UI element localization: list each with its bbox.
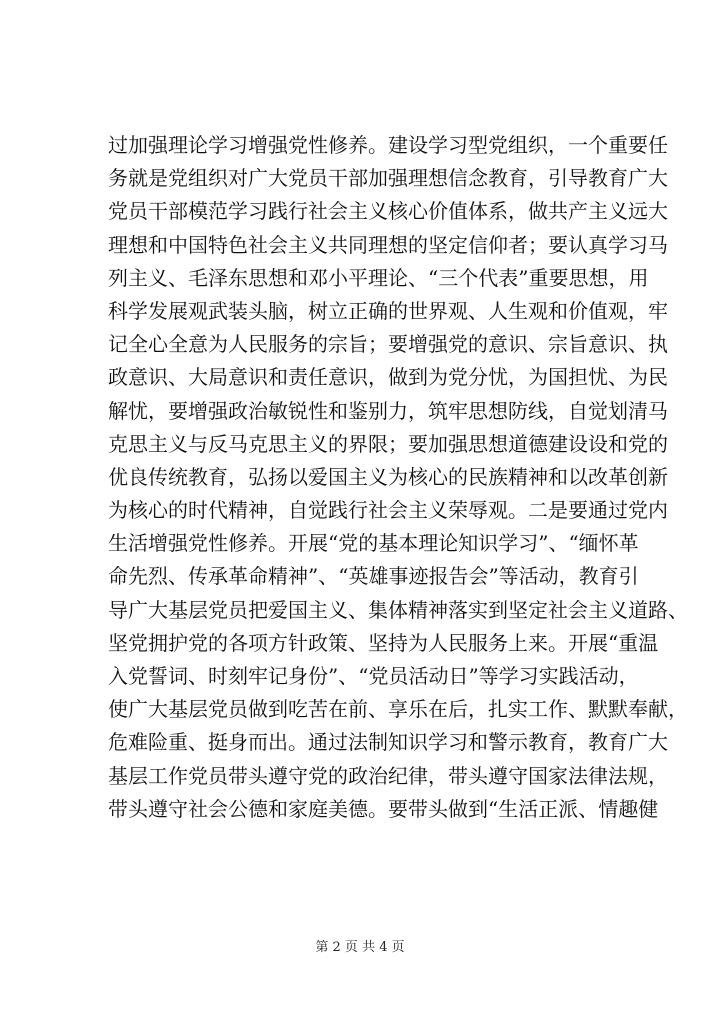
text-line-3: 党员干部模范学习践行社会主义核心价值体系，做共产主义远大 <box>108 199 668 224</box>
text-line-7: 记全心全意为人民服务的宗旨；要增强党的意识、宗旨意识、执 <box>108 332 668 357</box>
text-line-1: 过加强理论学习增强党性修养。建设学习型党组织，一个重要任 <box>108 133 668 157</box>
text-line-15: 导广大基层党员把爱国主义、集体精神落实到坚定社会主义道路、 <box>108 597 688 622</box>
text-line-14: 命先烈、传承革命精神”、“英雄事迹报告会”等活动，教育引 <box>108 564 639 589</box>
text-line-6: 科学发展观武装头脑，树立正确的世界观、人生观和价值观，牢 <box>108 298 668 323</box>
text-line-5: 列主义、毛泽东思想和邓小平理论、“三个代表”重要思想，用 <box>108 265 649 290</box>
text-line-21: 带头遵守社会公德和家庭美德。要带头做到“生活正派、情趣健 <box>108 796 659 821</box>
text-line-19: 危难险重、挺身而出。通过法制知识学习和警示教育，教育广大 <box>108 730 668 755</box>
text-line-17: 入党誓词、时刻牢记身份”、“党员活动日”等学习实践活动， <box>108 664 639 688</box>
page-number-footer: 第 2 页 共 4 页 <box>315 940 405 955</box>
body-text <box>108 129 688 826</box>
text-line-20: 基层工作党员带头遵守党的政治纪律，带头遵守国家法律法规， <box>108 763 668 788</box>
text-line-18: 使广大基层党员做到吃苦在前、享乐在后，扎实工作、默默奉献， <box>108 697 688 722</box>
text-line-10: 克思主义与反马克思主义的界限；要加强思想道德建设设和党的 <box>108 431 668 456</box>
text-line-11: 优良传统教育，弘扬以爱国主义为核心的民族精神和以改革创新 <box>108 464 668 489</box>
text-line-4: 理想和中国特色社会主义共同理想的坚定信仰者；要认真学习马 <box>108 232 668 257</box>
text-line-8: 政意识、大局意识和责任意识，做到为党分忧，为国担忧、为民 <box>108 365 668 390</box>
text-line-9: 解忧，要增强政治敏锐性和鉴别力，筑牢思想防线，自觉划清马 <box>108 398 668 423</box>
text-line-13: 生活增强党性修养。开展“党的基本理论知识学习”、“缅怀革 <box>108 531 639 556</box>
text-line-16: 坚党拥护党的各项方针政策、坚持为人民服务上来。开展“重温 <box>108 630 659 655</box>
text-line-2: 务就是党组织对广大党员干部加强理想信念教育，引导教育广大 <box>108 166 668 191</box>
text-line-12: 为核心的时代精神，自觉践行社会主义荣辱观。二是要通过党内 <box>108 498 668 523</box>
